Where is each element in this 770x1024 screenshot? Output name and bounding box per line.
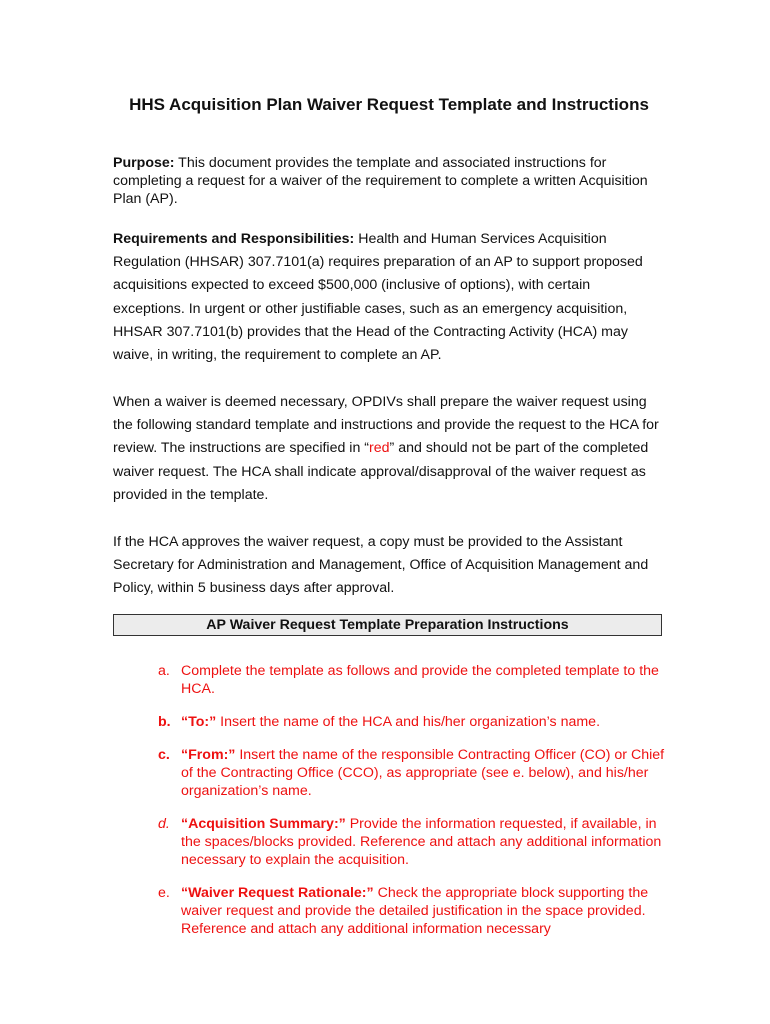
requirements-label: Requirements and Responsibilities: [113,231,355,247]
list-item [158,662,668,698]
purpose-paragraph [113,154,665,208]
purpose-text: This document provides the template and associated instructions for completing a request for a waiver of the requirement to complete a written Acquisition Plan (AP). [113,155,648,207]
list-text: Complete the template as follows and provide the completed template to the HCA. [181,663,659,697]
list-marker: b. [158,714,171,730]
purpose-label: Purpose: [113,155,175,171]
list-item [158,713,668,731]
waiver-paragraph [113,391,665,507]
instructions-list [158,662,668,953]
requirements-paragraph [113,228,665,367]
list-marker: d. [158,816,170,832]
instructions-heading-box: AP Waiver Request Template Preparation Instructions [113,614,662,636]
list-marker: a. [158,663,170,679]
list-marker: c. [158,747,170,763]
waiver-text-after: ” and should not be part of the completed waiver request. The HCA shall indicate approval/disapproval of the waiver request as provided in the template. [113,440,649,503]
waiver-text-before: When a waiver is deemed necessary, OPDIVs shall prepare the waiver request using the following standard template and instructions and provide the request to the HCA for review. The instructions are specified in “ [113,394,659,457]
document-title: HHS Acquisition Plan Waiver Request Template and Instructions [129,95,649,114]
list-item [158,746,668,800]
list-text: “From:” Insert the name of the responsible Contracting Officer (CO) or Chief of the Contracting Office (CCO), as appropriate (see e. below), and his/her organization’s name. [181,747,665,799]
list-item [158,815,668,869]
list-text: “Waiver Request Rationale:” Check the appropriate block supporting the waiver request and provide the detailed justification in the space provided. Reference and attach any additional information necessary [181,885,649,937]
list-marker: e. [158,885,170,901]
list-item [158,884,668,938]
list-text: “Acquisition Summary:” Provide the information requested, if available, in the spaces/blocks provided. Reference and attach any additional information necessary to explain the acquisition. [181,816,662,868]
red-word: red [369,440,390,457]
approval-paragraph: If the HCA approves the waiver request, a copy must be provided to the Assistant Secretary for Administration and Management, Office of Acquisition Management and Policy, within 5 business days after approval. [113,534,649,597]
requirements-text: Health and Human Services Acquisition Regulation (HHSAR) 307.7101(a) requires preparation of an AP to support proposed acquisitions expected to exceed $500,000 (inclusive of options), with certain exceptions. In urgent or other justifiable cases, such as an emergency acquisition, HHSAR 307.7101(b) provides that the Head of the Contracting Activity (HCA) may waive, in writing, the requirement to complete an AP. [113,231,643,364]
list-text: “To:” Insert the name of the HCA and his/her organization’s name. [181,714,601,730]
